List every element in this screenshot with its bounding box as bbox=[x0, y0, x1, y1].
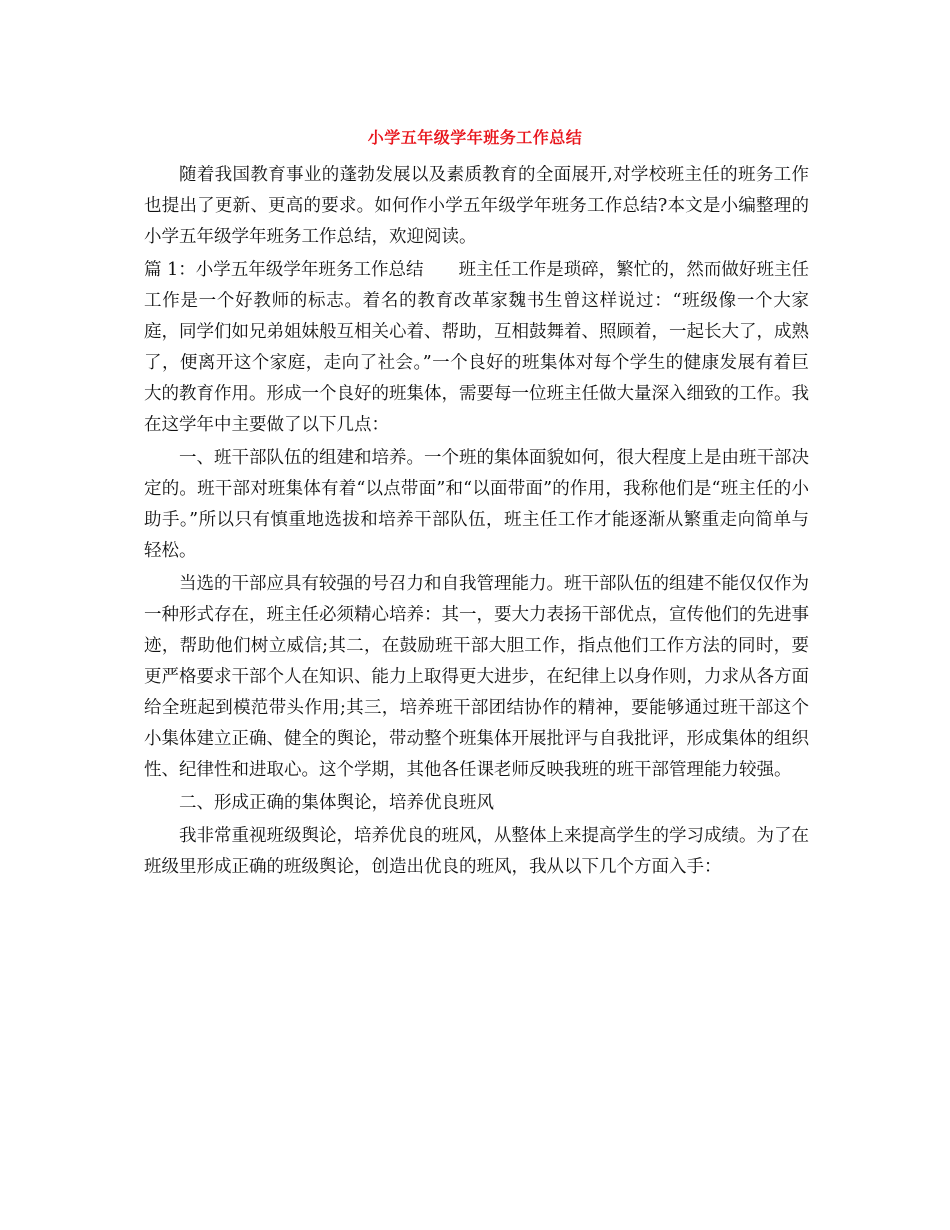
paragraph-class-opinion: 我非常重视班级舆论，培养优良的班风，从整体上来提高学生的学习成绩。为了在班级里形成正确的班级舆论，创造出优良的班风，我从以下几个方面入手： bbox=[144, 826, 809, 877]
section-heading-2: 二、形成正确的集体舆论，培养优良班风 bbox=[179, 793, 494, 813]
paragraph-part-1: 篇 1：小学五年级学年班务工作总结 班主任工作是琐碎，繁忙的，然而做好班主任工作是一个好教师的标志。着名的教育改革家魏书生曾这样说过：“班级像一个大家庭，同学们如兄弟姐妹般互相关心着、帮助，互相鼓舞着、照顾着，一起长大了，成熟了，便离开这个家庭，走向了社会。”一个良好的班集体对每个学生的健康发展有着巨大的教育作用。形成一个良好的班集体，需要每一位班主任做大量深入细致的工作。我在这学年中主要做了以下几点： bbox=[144, 260, 809, 435]
paragraph-section-1: 一、班干部队伍的组建和培养。一个班的集体面貌如何，很大程度上是由班干部决定的。班干部对班集体有着“以点带面”和“以面带面”的作用，我称他们是“班主任的小助手。”所以只有慎重地选拔和培养干部队伍，班主任工作才能逐渐从繁重走向简单与轻松。 bbox=[144, 448, 809, 561]
document-body bbox=[144, 160, 809, 885]
paragraph-cadre-training: 当选的干部应具有较强的号召力和自我管理能力。班干部队伍的组建不能仅仅作为一种形式存在，班主任必须精心培养：其一，要大力表扬干部优点，宣传他们的先进事迹，帮助他们树立威信;其二，在鼓励班干部大胆工作，指点他们工作方法的同时，要更严格要求干部个人在知识、能力上取得更大进步，在纪律上以身作则，力求从各方面给全班起到模范带头作用;其三，培养班干部团结协作的精神，要能够通过班干部这个小集体建立正确、健全的舆论，带动整个班集体开展批评与自我批评，形成集体的组织性、纪律性和进取心。这个学期，其他各任课老师反映我班的班干部管理能力较强。 bbox=[144, 574, 809, 780]
paragraph-intro: 随着我国教育事业的蓬勃发展以及素质教育的全面展开,对学校班主任的班务工作也提出了更新、更高的要求。如何作小学五年级学年班务工作总结?本文是小编整理的小学五年级学年班务工作总结，欢迎阅读。 bbox=[144, 165, 809, 247]
document-title: 小学五年级学年班务工作总结 bbox=[367, 128, 583, 147]
